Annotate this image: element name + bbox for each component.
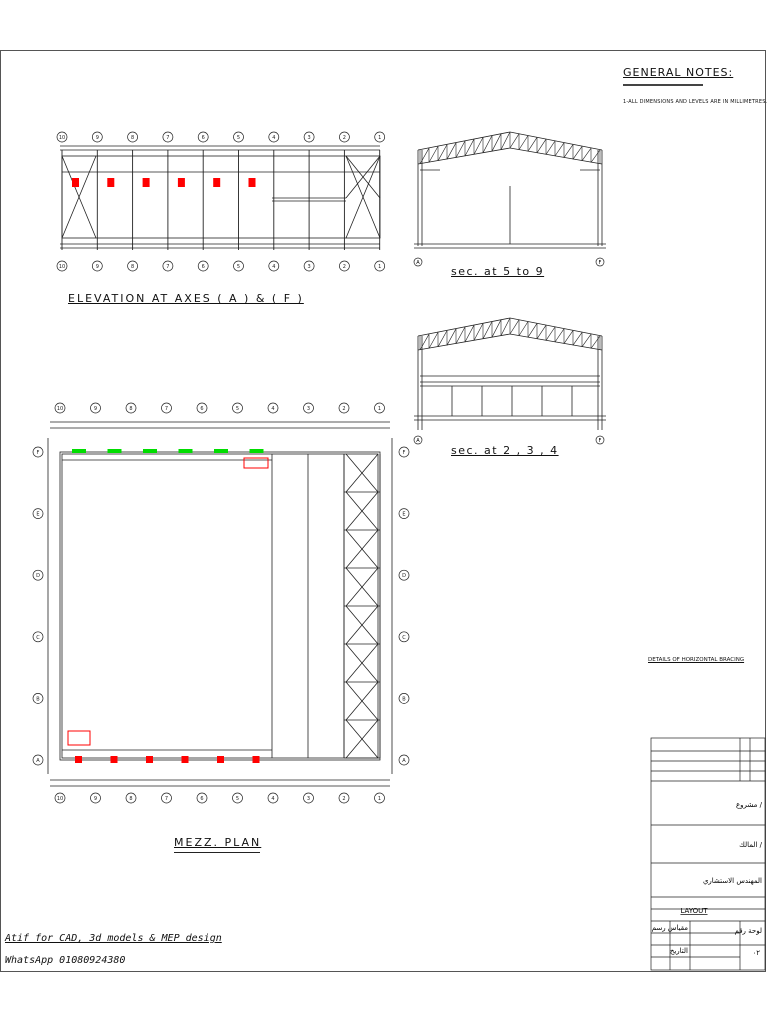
truss-diagonal (438, 145, 447, 161)
plan-bottom-axis-10: 10 (56, 796, 64, 802)
elev-bottom-axis-8: 8 (131, 264, 135, 270)
sec2-axis-a: A (416, 438, 420, 444)
truss-diagonal (582, 334, 591, 347)
drawing-no: ٠٢ (752, 949, 760, 957)
truss-diagonal (528, 137, 537, 151)
plan-green-marker (72, 449, 86, 453)
truss-diagonal (474, 323, 483, 340)
truss-diagonal (519, 322, 528, 336)
plan-top-axis-10: 10 (56, 406, 64, 412)
general-note-1: 1-ALL DIMENSIONS AND LEVELS ARE IN MILLIMETRES. (623, 99, 768, 105)
truss-diagonal (546, 141, 555, 154)
horizontal-bracing-title: DETAILS OF HORIZONTAL BRACING (648, 657, 745, 663)
elev-bottom-axis-2: 2 (342, 264, 346, 270)
plan-right-axis-B: B (402, 696, 406, 703)
truss-diagonal (492, 320, 501, 337)
plan-right-axis-A: A (402, 758, 406, 764)
plan-bottom-axis-1: 1 (377, 796, 382, 802)
plan-red-marker (75, 756, 82, 763)
truss-diagonal (582, 148, 591, 161)
elev-top-axis-5: 5 (236, 135, 241, 141)
truss-diagonal (465, 139, 474, 156)
sec2-axis-f: F (598, 438, 602, 444)
plan-red-marker (146, 756, 153, 763)
truss-diagonal (429, 332, 438, 348)
truss-diagonal (501, 318, 510, 336)
truss-diagonal (555, 143, 564, 156)
truss-diagonal (537, 325, 546, 339)
section-2-3-4-title: sec. at 2 , 3 , 4 (451, 444, 559, 457)
drawing-no-label: لوحة رقم (734, 927, 762, 935)
elev-red-marker (107, 178, 114, 187)
elev-top-axis-6: 6 (201, 135, 205, 141)
elev-bottom-axis-10: 10 (58, 264, 66, 270)
truss-diagonal (564, 145, 573, 158)
elevation-drawing (50, 128, 395, 276)
elev-red-marker (213, 178, 220, 187)
elev-top-axis-4: 4 (272, 135, 276, 141)
section-5-to-9-title: sec. at 5 to 9 (451, 265, 545, 278)
plan-top-axis-6: 6 (200, 406, 204, 412)
truss-diagonal (474, 137, 483, 154)
plan-green-marker (250, 449, 264, 453)
truss-diagonal (528, 323, 537, 337)
truss-diagonal (501, 132, 510, 150)
plan-red-marker (111, 756, 118, 763)
elev-bottom-axis-1: 1 (378, 264, 382, 270)
plan-top-axis-9: 9 (93, 406, 98, 412)
elev-top-axis-3: 3 (307, 135, 311, 141)
plan-red-marker (182, 756, 189, 763)
truss-diagonal (447, 329, 456, 345)
truss-diagonal (591, 150, 600, 162)
plan-bottom-axis-2: 2 (342, 796, 346, 802)
sec1-axis-a: A (416, 260, 420, 266)
plan-top-axis-5: 5 (235, 406, 240, 412)
truss-diagonal (483, 136, 492, 153)
general-notes-title: GENERAL NOTES: (623, 66, 734, 79)
truss-diagonal (564, 331, 573, 344)
sec1-axis-f: F (598, 260, 602, 266)
scale-label: مقياس رسم (651, 924, 688, 932)
plan-top-axis-3: 3 (306, 406, 311, 412)
elev-bottom-axis-3: 3 (307, 264, 311, 270)
plan-green-marker (143, 449, 157, 453)
truss-diagonal (510, 320, 519, 334)
plan-left-axis-D: D (36, 573, 40, 580)
truss-diagonal (591, 336, 600, 348)
elev-bottom-axis-6: 6 (201, 264, 205, 270)
plan-top-axis-7: 7 (164, 406, 169, 412)
truss-diagonal (573, 332, 582, 345)
elev-bottom-axis-4: 4 (272, 264, 276, 270)
elevation-title: ELEVATION AT AXES ( A ) & ( F ) (68, 292, 304, 305)
plan-right-axis-C: C (402, 634, 406, 641)
elev-red-marker (178, 178, 185, 187)
truss-diagonal (465, 325, 474, 342)
truss-diagonal (438, 331, 447, 347)
plan-bottom-axis-7: 7 (164, 796, 169, 802)
truss-diagonal (447, 143, 456, 159)
truss-diagonal (573, 146, 582, 159)
truss-diagonal (420, 334, 429, 350)
plan-top-axis-2: 2 (342, 406, 346, 412)
truss-diagonal (510, 134, 519, 148)
mezz-plan-drawing (30, 398, 420, 810)
mezz-plan-title: MEZZ. PLAN (174, 836, 262, 849)
elev-top-axis-2: 2 (342, 135, 346, 141)
truss-diagonal (555, 329, 564, 342)
elev-bottom-axis-5: 5 (236, 264, 241, 270)
truss-diagonal (456, 327, 465, 344)
plan-bottom-axis-5: 5 (235, 796, 240, 802)
mezz-plan-underline (174, 852, 260, 853)
truss-diagonal (456, 141, 465, 158)
elev-red-marker (72, 178, 79, 187)
plan-bottom-axis-6: 6 (200, 796, 204, 802)
section-2-3-4-drawing (410, 312, 610, 454)
plan-bottom-axis-4: 4 (271, 796, 275, 802)
truss-diagonal (483, 322, 492, 339)
elev-top-axis-7: 7 (166, 135, 170, 141)
truss-diagonal (492, 134, 501, 151)
plan-green-marker (214, 449, 228, 453)
elev-red-marker (249, 178, 256, 187)
plan-green-marker (179, 449, 193, 453)
plan-left-axis-E: E (36, 511, 40, 518)
sheet-title: LAYOUT (680, 907, 708, 915)
engineer-label: المهندس الاستشاري (702, 877, 762, 885)
plan-left-axis-F: F (36, 450, 40, 456)
plan-right-axis-D: D (402, 573, 406, 580)
plan-left-axis-A: A (36, 758, 40, 764)
elev-top-axis-8: 8 (131, 135, 135, 141)
elev-top-axis-9: 9 (95, 135, 99, 141)
plan-bottom-axis-3: 3 (306, 796, 311, 802)
plan-top-axis-8: 8 (129, 406, 133, 412)
plan-right-axis-F: F (402, 450, 406, 456)
truss-diagonal (537, 139, 546, 153)
truss-diagonal (420, 148, 429, 164)
title-block (650, 737, 766, 971)
elev-bottom-axis-9: 9 (95, 264, 99, 270)
truss-diagonal (429, 146, 438, 162)
plan-top-axis-4: 4 (271, 406, 275, 412)
plan-left-axis-B: B (36, 696, 40, 703)
plan-right-axis-E: E (402, 511, 406, 518)
plan-green-marker (108, 449, 122, 453)
plan-top-axis-1: 1 (377, 406, 382, 412)
section-5-to-9-drawing (410, 126, 610, 268)
project-label: مشروع / (735, 801, 762, 809)
elev-bottom-axis-7: 7 (166, 264, 170, 270)
credit-line-1: Atif for CAD, 3d models & MEP design (5, 933, 222, 944)
elev-top-axis-1: 1 (378, 135, 382, 141)
plan-left-axis-C: C (36, 634, 40, 641)
plan-red-marker (217, 756, 224, 763)
plan-bottom-axis-9: 9 (93, 796, 98, 802)
elev-top-axis-10: 10 (58, 135, 66, 141)
elev-red-marker (143, 178, 150, 187)
plan-bottom-axis-8: 8 (129, 796, 133, 802)
truss-diagonal (519, 136, 528, 150)
plan-red-marker (253, 756, 260, 763)
notes-underline (623, 84, 703, 86)
date-label: التاريخ (669, 947, 688, 955)
credit-line-2: WhatsApp 01080924380 (5, 955, 126, 966)
owner-label: المالك / (739, 841, 762, 849)
truss-diagonal (546, 327, 555, 340)
